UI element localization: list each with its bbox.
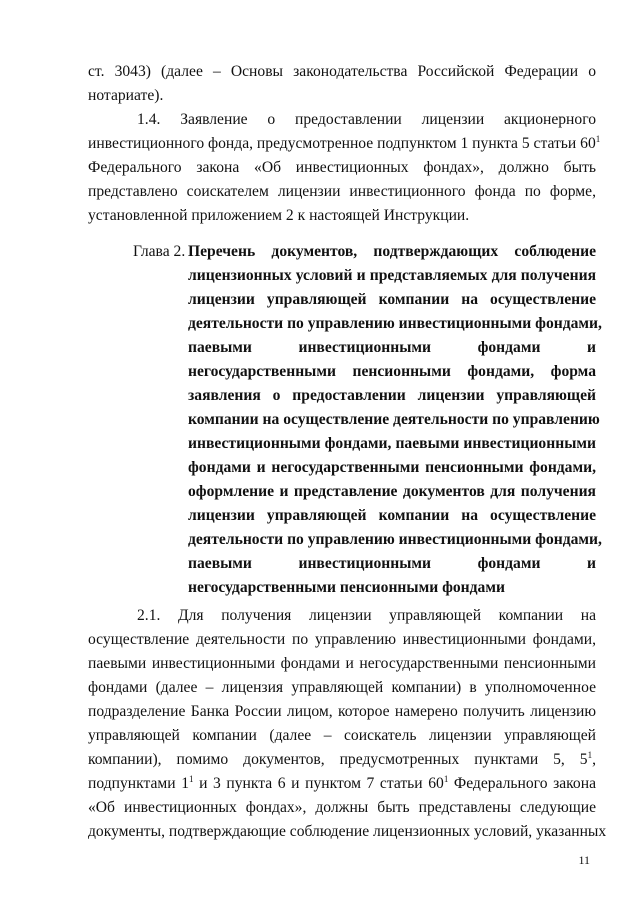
text-line: представлено соискателем лицензии инвестиционного фонда по форме, xyxy=(88,183,596,200)
text-line: установленной приложением 2 к настоящей Инструкции. xyxy=(88,207,470,224)
text-line: фондами (далее – лицензия управляющей компании) в уполномоченное xyxy=(88,679,596,696)
text-line: подразделение Банка России лицом, которое намерено получить лицензию xyxy=(88,703,596,720)
text-line: Федерального закона «Об инвестиционных фондах», должно быть xyxy=(88,159,596,176)
paragraph-2-1-start: 2.1. Для получения лицензии управляющей компании на xyxy=(137,607,596,624)
text-line: инвестиционного фонда, предусмотренное подпунктом 1 пункта 5 статьи $60^1$ xyxy=(88,134,601,152)
text-line: управляющей компании (далее – соискатель лицензии управляющей xyxy=(88,727,596,744)
chapter-title-line: инвестиционными фондами, паевыми инвестиционными xyxy=(188,435,596,452)
chapter-title-line: заявления о предоставлении лицензии управляющей xyxy=(188,387,596,404)
chapter-title-line: оформление и представление документов для получения xyxy=(188,483,596,500)
chapter-title-line: паевыми инвестиционными фондами и xyxy=(188,339,596,356)
chapter-title-line: негосударственными пенсионными фондами xyxy=(188,579,505,596)
text-line: ст. 3043) (далее – Основы законодательства Российской Федерации о xyxy=(88,63,596,80)
chapter-title-line: лицензии управляющей компании на осуществление xyxy=(188,291,596,308)
chapter-title-line: негосударственными пенсионными фондами, форма xyxy=(188,363,596,380)
text-line: нотариате). xyxy=(88,87,164,104)
page-number: 11 xyxy=(578,853,590,867)
chapter-title-line: фондами и негосударственными пенсионными фондами, xyxy=(188,459,596,476)
text-line: компании), помимо документов, предусмотренных пунктами 5, $5^1$, xyxy=(88,750,596,768)
chapter-label: Глава 2. xyxy=(133,243,186,260)
chapter-title-line: лицензионных условий и представляемых для получения xyxy=(188,267,596,284)
chapter-title-line: деятельности по управлению инвестиционными фондами, xyxy=(188,531,602,548)
chapter-title-line: Перечень документов, подтверждающих соблюдение xyxy=(188,243,596,260)
text-line: паевыми инвестиционными фондами и негосударственными пенсионными xyxy=(88,655,596,672)
chapter-title-line: компании на осуществление деятельности по управлению xyxy=(188,411,600,428)
chapter-title-line: паевыми инвестиционными фондами и xyxy=(188,555,596,572)
text-line: осуществление деятельности по управлению инвестиционными фондами, xyxy=(88,631,596,648)
chapter-title-line: деятельности по управлению инвестиционными фондами, xyxy=(188,315,602,332)
chapter-title-line: лицензии управляющей компании на осуществление xyxy=(188,507,596,524)
text-line: документы, подтверждающие соблюдение лицензионных условий, указанных xyxy=(88,823,607,840)
text-line: подпунктами $1^1$ и 3 пункта 6 и пунктом 7 статьи $60^1$ Федерального закона xyxy=(88,774,597,792)
paragraph-1-4-start: 1.4. Заявление о предоставлении лицензии акционерного xyxy=(137,111,596,128)
text-line: «Об инвестиционных фондах», должны быть представлены следующие xyxy=(88,799,596,816)
